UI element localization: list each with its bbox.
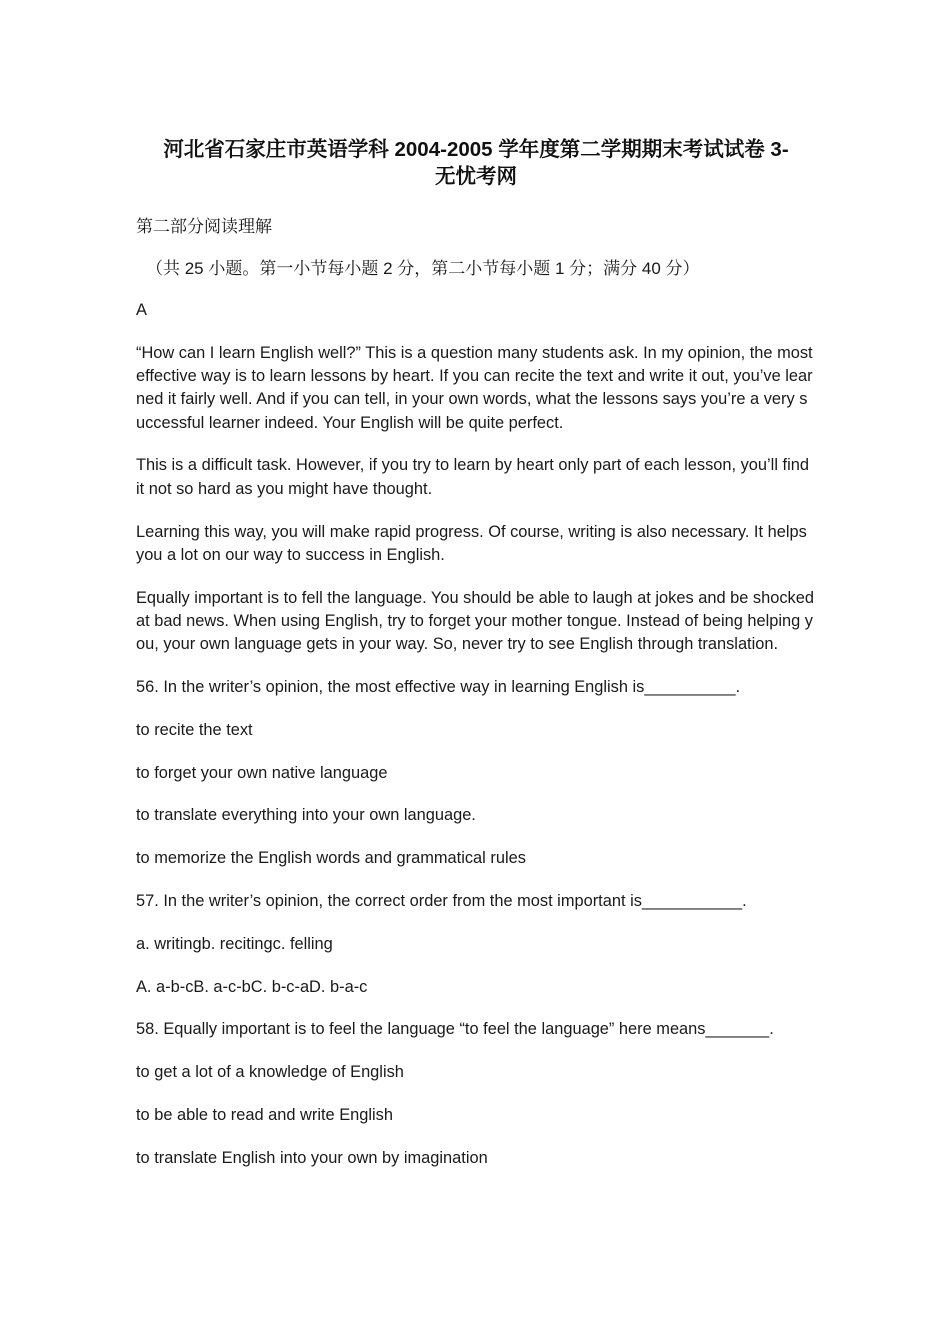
q58-option-2: to be able to read and write English [136,1106,393,1125]
passage-paragraph-2: This is a difficult task. However, if you try to learn by heart only part of each lesson, you’ll find it not so hard as you might have thought. [136,456,809,498]
section-note: （共 25 小题。第一小节每小题 2 分，第二小节每小题 1 分；满分 40 分） [146,259,700,278]
q56-option-2: to forget your own native language [136,763,388,782]
q56-option-1: to recite the text [136,720,253,739]
q56-option-4: to memorize the English words and grammatical rules [136,849,526,868]
passage-label: A [136,301,147,319]
document-page [136,136,816,1190]
question-56: 56. In the writer’s opinion, the most effective way in learning English is__________. [136,678,741,697]
question-58: 58. Equally important is to feel the language “to feel the language” here means_______. [136,1020,774,1039]
section-heading: 第二部分阅读理解 [136,217,272,236]
q56-option-3: to translate everything into your own language. [136,806,476,825]
q58-option-3: to translate English into your own by imagination [136,1148,488,1167]
passage-paragraph-3: Learning this way, you will make rapid progress. Of course, writing is also necessary. It helps you a lot on our way to success in English. [136,522,807,564]
q57-choices: A. a-b-cB. a-c-bC. b-c-aD. b-a-c [136,977,368,996]
document-title [136,136,816,190]
passage-paragraph-4: Equally important is to fell the language. You should be able to laugh at jokes and be shocked at bad news. When using English, try to forget your mother tongue. Instead of being helping you, your own language gets in your way. So, never try to see English through translation. [136,588,814,654]
question-57: 57. In the writer’s opinion, the correct order from the most important is___________. [136,892,747,911]
q57-items: a. writingb. recitingc. felling [136,934,333,953]
q58-option-1: to get a lot of a knowledge of English [136,1063,404,1082]
title-line-2: 无忧考网 [435,165,517,188]
passage-paragraph-1: “How can I learn English well?” This is a question many students ask. In my opinion, the most effective way is to learn lessons by heart. If you can recite the text and write it out, you’ve learned it fairly well. And if you can tell, in your own words, what the lessons says you’re a very successful learner indeed. Your English will be quite perfect. [136,343,813,432]
title-line-1: 河北省石家庄市英语学科 2004-2005 学年度第二学期期末考试试卷 3- [163,138,789,161]
